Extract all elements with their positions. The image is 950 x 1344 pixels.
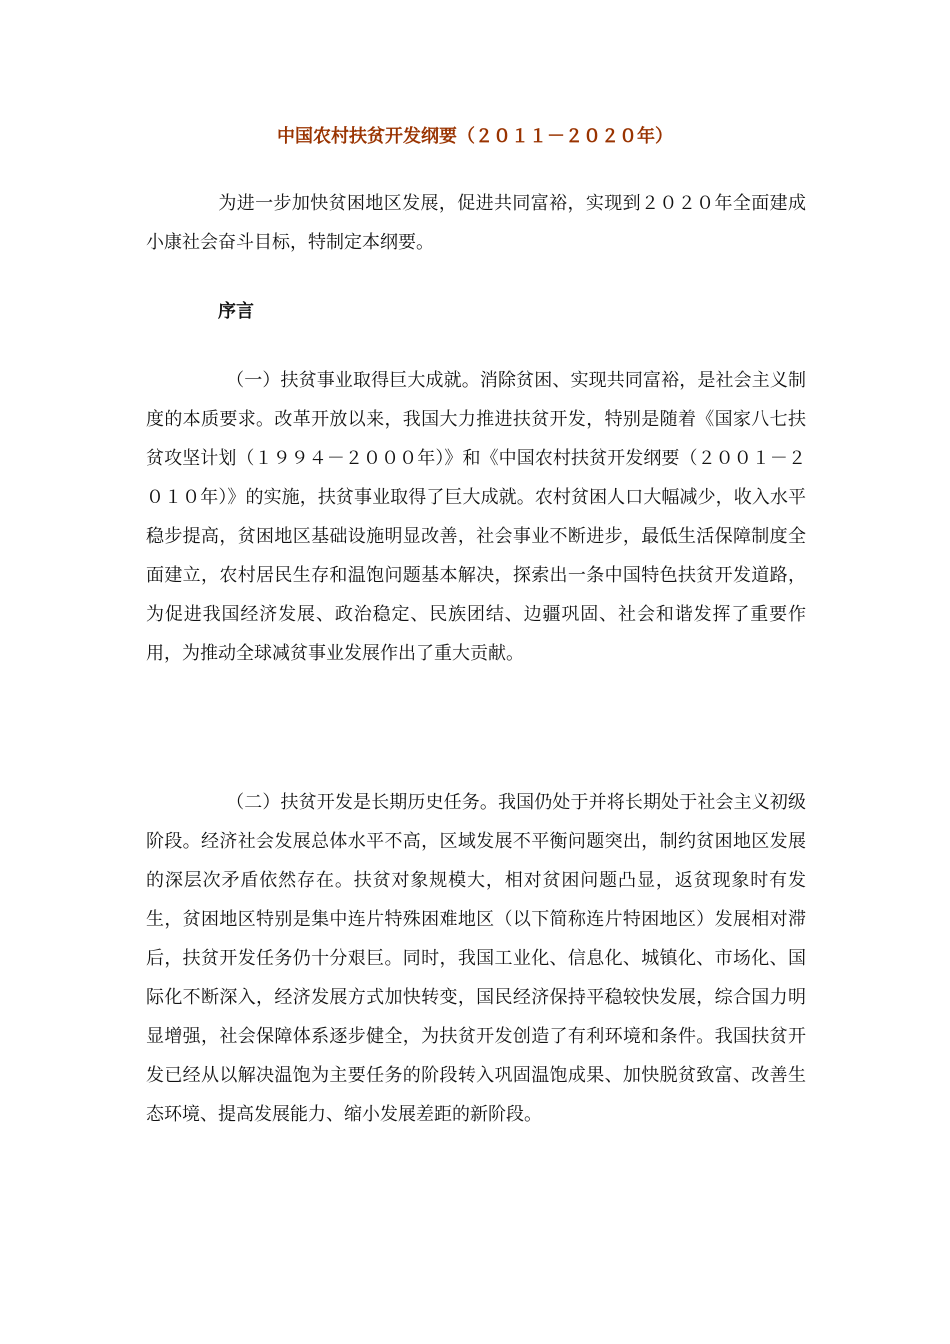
intro-paragraph — [146, 184, 806, 262]
section-heading-preface: 序言 — [218, 301, 254, 322]
paragraph-two — [146, 783, 806, 1134]
intro-text: 为进一步加快贫困地区发展，促进共同富裕，实现到２０２０年全面建成小康社会奋斗目标，特制定本纲要。 — [146, 193, 806, 253]
document-title: 中国农村扶贫开发纲要（２０１１－２０２０年） — [277, 126, 673, 147]
paragraph-two-text: （二）扶贫开发是长期历史任务。我国仍处于并将长期处于社会主义初级阶段。经济社会发展总体水平不高，区域发展不平衡问题突出，制约贫困地区发展的深层次矛盾依然存在。扶贫对象规模大，相对贫困问题凸显，返贫现象时有发生，贫困地区特别是集中连片特殊困难地区（以下简称连片特困地区）发展相对滞后，扶贫开发任务仍十分艰巨。同时，我国工业化、信息化、城镇化、市场化、国际化不断深入，经济发展方式加快转变，国民经济保持平稳较快发展，综合国力明显增强，社会保障体系逐步健全，为扶贫开发创造了有利环境和条件。我国扶贫开发已经从以解决温饱为主要任务的阶段转入巩固温饱成果、加快脱贫致富、改善生态环境、提高发展能力、缩小发展差距的新阶段。 — [146, 792, 806, 1125]
paragraph-one-text: （一）扶贫事业取得巨大成就。消除贫困、实现共同富裕，是社会主义制度的本质要求。改革开放以来，我国大力推进扶贫开发，特别是随着《国家八七扶贫攻坚计划（１９９４－２０００年）》和《中国农村扶贫开发纲要（２００１－２０１０年）》的实施，扶贫事业取得了巨大成就。农村贫困人口大幅减少，收入水平稳步提高，贫困地区基础设施明显改善，社会事业不断进步，最低生活保障制度全面建立，农村居民生存和温饱问题基本解决，探索出一条中国特色扶贫开发道路，为促进我国经济发展、政治稳定、民族团结、边疆巩固、社会和谐发挥了重要作用，为推动全球减贫事业发展作出了重大贡献。 — [146, 370, 806, 664]
paragraph-one — [146, 361, 806, 673]
